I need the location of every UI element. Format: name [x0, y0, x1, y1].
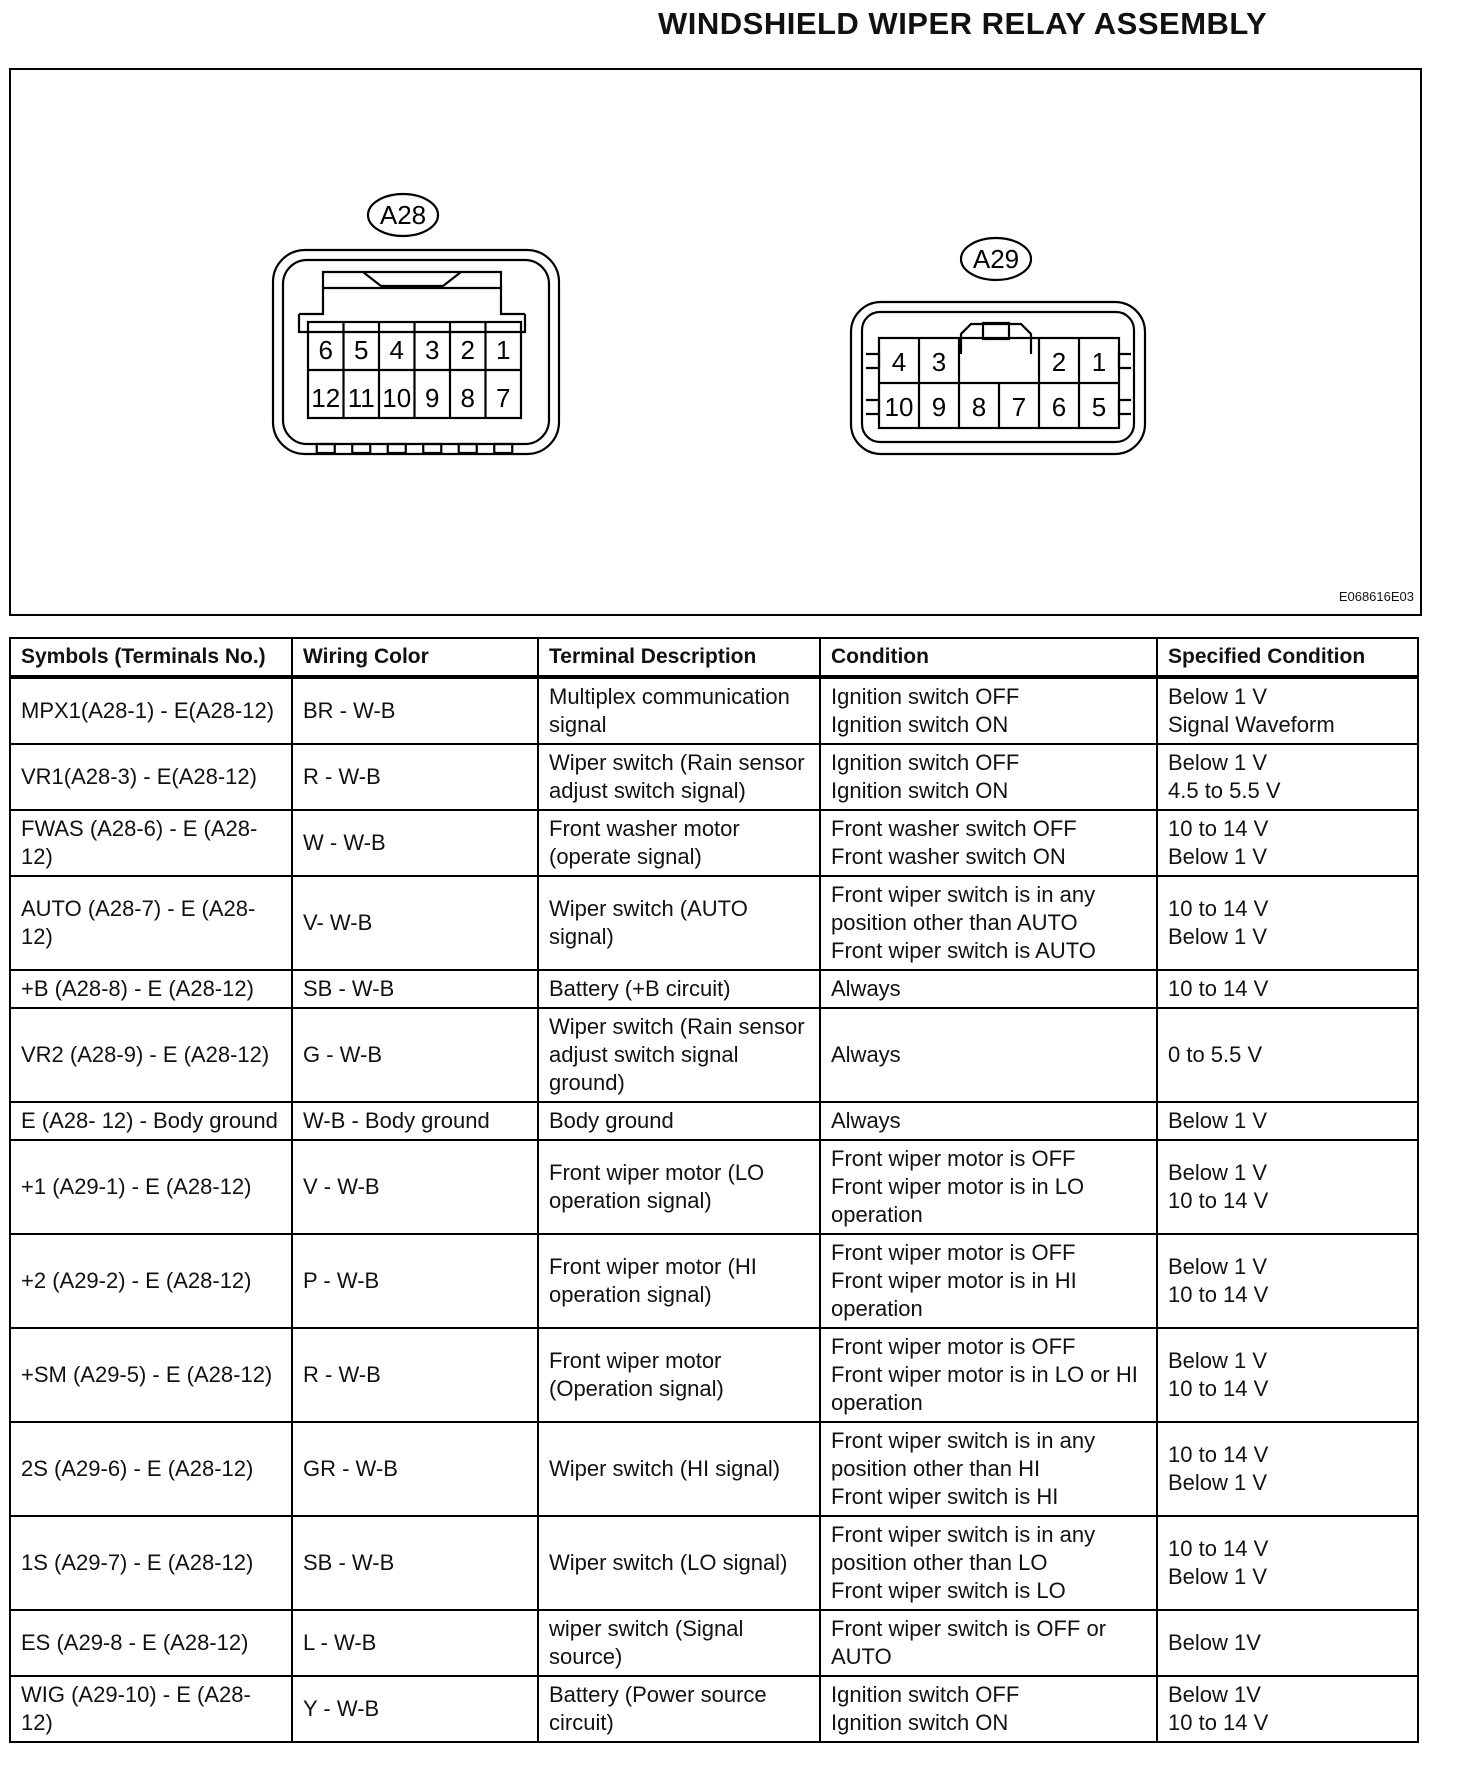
cell-condition: Front wiper motor is OFF Front wiper motor is in LO operation [820, 1140, 1157, 1234]
cell-symbols: 2S (A29-6) - E (A28-12) [10, 1422, 292, 1516]
connector-a29-pin: 4 [891, 347, 907, 377]
connector-a28-label: A28 [379, 200, 427, 230]
cell-specified-condition: Below 1 V 10 to 14 V [1157, 1140, 1418, 1234]
cell-symbols: WIG (A29-10) - E (A28-12) [10, 1676, 292, 1742]
header-condition: Condition [820, 638, 1157, 677]
cell-specified-condition: 10 to 14 V Below 1 V [1157, 876, 1418, 970]
connector-a29-label: A29 [972, 244, 1020, 274]
connector-a28-tab [317, 444, 335, 453]
connector-diagram [11, 70, 1420, 614]
connector-a28-pin: 10 [382, 383, 412, 413]
cell-wiring-color: W-B - Body ground [292, 1102, 538, 1140]
cell-symbols: E (A28- 12) - Body ground [10, 1102, 292, 1140]
cell-wiring-color: W - W-B [292, 810, 538, 876]
cell-condition: Always [820, 1008, 1157, 1102]
cell-specified-condition: 10 to 14 V [1157, 970, 1418, 1008]
connector-a28-pin: 2 [460, 335, 475, 365]
cell-terminal-description: Body ground [538, 1102, 820, 1140]
table-row [10, 677, 1418, 744]
cell-condition: Front wiper motor is OFF Front wiper motor is in LO or HI operation [820, 1328, 1157, 1422]
cell-terminal-description: Wiper switch (AUTO signal) [538, 876, 820, 970]
connector-a28-tab [388, 444, 406, 453]
cell-wiring-color: V - W-B [292, 1140, 538, 1234]
connector-a29-key [983, 323, 1009, 339]
cell-specified-condition: Below 1 V 10 to 14 V [1157, 1328, 1418, 1422]
connector-a28-tab [459, 444, 477, 453]
cell-terminal-description: Wiper switch (Rain sensor adjust switch signal ground) [538, 1008, 820, 1102]
cell-specified-condition: 10 to 14 V Below 1 V [1157, 810, 1418, 876]
connector-a28-tab [352, 444, 370, 453]
cell-terminal-description: Wiper switch (HI signal) [538, 1422, 820, 1516]
connector-a28-outer-shell [273, 250, 559, 454]
connector-a28-pin: 9 [425, 383, 440, 413]
cell-terminal-description: Multiplex communication signal [538, 677, 820, 744]
cell-specified-condition: 10 to 14 V Below 1 V [1157, 1516, 1418, 1610]
cell-symbols: ES (A29-8 - E (A28-12) [10, 1610, 292, 1676]
cell-condition: Front washer switch OFF Front washer switch ON [820, 810, 1157, 876]
cell-specified-condition: Below 1 V Signal Waveform [1157, 677, 1418, 744]
connector-a29-pin: 9 [931, 392, 947, 422]
cell-specified-condition: Below 1V [1157, 1610, 1418, 1676]
connector-a29-pin: 10 [884, 392, 914, 422]
page-title: WINDSHIELD WIPER RELAY ASSEMBLY [658, 6, 1268, 41]
connector-a29-pin: 5 [1091, 392, 1107, 422]
cell-wiring-color: V- W-B [292, 876, 538, 970]
cell-terminal-description: Battery (+B circuit) [538, 970, 820, 1008]
connector-a28-pin: 4 [389, 335, 404, 365]
cell-condition: Front wiper switch is in any position other than LO Front wiper switch is LO [820, 1516, 1157, 1610]
connector-a28-pin: 5 [354, 335, 369, 365]
cell-wiring-color: R - W-B [292, 744, 538, 810]
cell-condition: Always [820, 1102, 1157, 1140]
cell-specified-condition: 10 to 14 V Below 1 V [1157, 1422, 1418, 1516]
cell-terminal-description: Front washer motor (operate signal) [538, 810, 820, 876]
connector-a28-tab [494, 444, 512, 453]
cell-condition: Ignition switch OFF Ignition switch ON [820, 744, 1157, 810]
cell-wiring-color: BR - W-B [292, 677, 538, 744]
cell-terminal-description: Front wiper motor (Operation signal) [538, 1328, 820, 1422]
table-row [10, 1610, 1418, 1676]
cell-wiring-color: P - W-B [292, 1234, 538, 1328]
cell-specified-condition: Below 1V 10 to 14 V [1157, 1676, 1418, 1742]
cell-terminal-description: Wiper switch (Rain sensor adjust switch signal) [538, 744, 820, 810]
connector-a29-pin: 7 [1011, 392, 1027, 422]
table-row [10, 1516, 1418, 1610]
cell-symbols: VR2 (A28-9) - E (A28-12) [10, 1008, 292, 1102]
cell-specified-condition: Below 1 V 10 to 14 V [1157, 1234, 1418, 1328]
table-row [10, 1234, 1418, 1328]
cell-symbols: 1S (A29-7) - E (A28-12) [10, 1516, 292, 1610]
table-row [10, 970, 1418, 1008]
connector-a28-tab [423, 444, 441, 453]
cell-wiring-color: SB - W-B [292, 1516, 538, 1610]
connector-a29-pin: 2 [1051, 347, 1067, 377]
cell-symbols: +B (A28-8) - E (A28-12) [10, 970, 292, 1008]
cell-symbols: +2 (A29-2) - E (A28-12) [10, 1234, 292, 1328]
cell-symbols: +1 (A29-1) - E (A28-12) [10, 1140, 292, 1234]
cell-terminal-description: Front wiper motor (HI operation signal) [538, 1234, 820, 1328]
connector-a28-pin: 6 [318, 335, 333, 365]
cell-symbols: AUTO (A28-7) - E (A28- 12) [10, 876, 292, 970]
cell-specified-condition: Below 1 V [1157, 1102, 1418, 1140]
cell-condition: Front wiper motor is OFF Front wiper motor is in HI operation [820, 1234, 1157, 1328]
cell-symbols: FWAS (A28-6) - E (A28- 12) [10, 810, 292, 876]
table-row [10, 1328, 1418, 1422]
table-row [10, 1676, 1418, 1742]
cell-condition: Ignition switch OFF Ignition switch ON [820, 1676, 1157, 1742]
connector-a28 [273, 194, 559, 454]
table-row [10, 744, 1418, 810]
header-wiring-color: Wiring Color [292, 638, 538, 677]
connector-a28-pin: 7 [496, 383, 511, 413]
cell-specified-condition: Below 1 V 4.5 to 5.5 V [1157, 744, 1418, 810]
connector-a28-pin: 8 [460, 383, 475, 413]
cell-wiring-color: GR - W-B [292, 1422, 538, 1516]
header-symbols: Symbols (Terminals No.) [10, 638, 292, 677]
connector-a28-pin: 3 [425, 335, 440, 365]
cell-condition: Front wiper switch is in any position other than HI Front wiper switch is HI [820, 1422, 1157, 1516]
cell-symbols: MPX1(A28-1) - E(A28-12) [10, 677, 292, 744]
header-specified-condition: Specified Condition [1157, 638, 1418, 677]
cell-condition: Always [820, 970, 1157, 1008]
cell-wiring-color: G - W-B [292, 1008, 538, 1102]
table-row [10, 810, 1418, 876]
connector-a29-pin: 6 [1051, 392, 1067, 422]
cell-terminal-description: wiper switch (Signal source) [538, 1610, 820, 1676]
table-row [10, 1422, 1418, 1516]
connector-a28-pin: 1 [496, 335, 511, 365]
cell-wiring-color: R - W-B [292, 1328, 538, 1422]
cell-wiring-color: L - W-B [292, 1610, 538, 1676]
cell-symbols: +SM (A29-5) - E (A28-12) [10, 1328, 292, 1422]
terminal-table [9, 637, 1419, 1743]
table-row [10, 1140, 1418, 1234]
connector-a29-pin: 8 [971, 392, 987, 422]
connector-a29 [851, 238, 1145, 454]
cell-condition: Ignition switch OFF Ignition switch ON [820, 677, 1157, 744]
cell-wiring-color: Y - W-B [292, 1676, 538, 1742]
figure-code: E068616E03 [1338, 589, 1414, 604]
table-header-row [10, 638, 1418, 677]
connector-a28-pin: 12 [311, 383, 341, 413]
cell-condition: Front wiper switch is OFF or AUTO [820, 1610, 1157, 1676]
cell-wiring-color: SB - W-B [292, 970, 538, 1008]
table-row [10, 1102, 1418, 1140]
cell-terminal-description: Battery (Power source circuit) [538, 1676, 820, 1742]
cell-condition: Front wiper switch is in any position other than AUTO Front wiper switch is AUTO [820, 876, 1157, 970]
cell-symbols: VR1(A28-3) - E(A28-12) [10, 744, 292, 810]
cell-terminal-description: Wiper switch (LO signal) [538, 1516, 820, 1610]
connector-a29-pin: 3 [931, 347, 947, 377]
cell-terminal-description: Front wiper motor (LO operation signal) [538, 1140, 820, 1234]
connector-a29-pin: 1 [1091, 347, 1107, 377]
cell-specified-condition: 0 to 5.5 V [1157, 1008, 1418, 1102]
connector-figure [9, 68, 1422, 616]
table-row [10, 876, 1418, 970]
header-terminal-description: Terminal Description [538, 638, 820, 677]
connector-a28-pin: 11 [347, 383, 375, 413]
table-row [10, 1008, 1418, 1102]
